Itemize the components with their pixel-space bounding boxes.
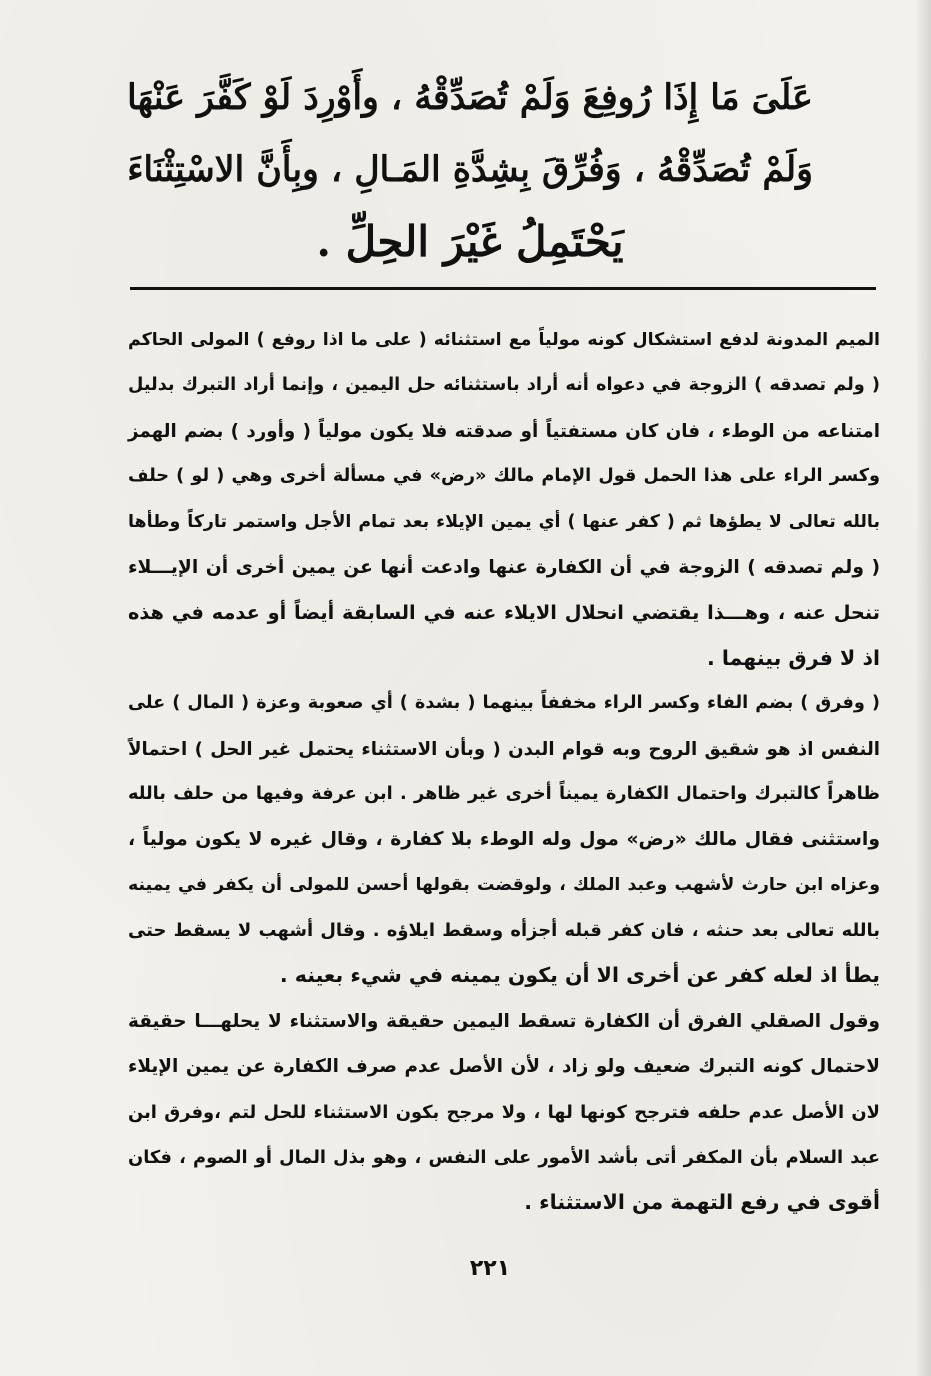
commentary-line: بالله تعالى لا يطؤها ثم ( كفر عنها ) أي يمين الإيلاء بعد تمام الأجل واستمر تاركاً وطأها	[128, 511, 880, 532]
commentary-line: لان الأصل عدم حلفه فترجح كونها لها ، ولا مرجح بكون الاستثناء للحل لتم ،وفرق ابن	[128, 1101, 880, 1123]
commentary-line: الميم المدونة لدفع استشكال كونه مولياً مع استثنائه ( على ما اذا روفع ) المولى الحاكم	[128, 330, 880, 350]
commentary-line: وقول الصقلي الفرق أن الكفارة تسقط اليمين حقيقة والاستثناء لا يحلهـــا حقيقة	[128, 1010, 880, 1032]
commentary-line: ( ولم تصدقه ) الزوجة في دعواه أنه أراد باستثنائه حل اليمين ، وإنما أراد التبرك بدليل	[128, 375, 880, 396]
separator-rule	[130, 287, 876, 290]
commentary-block	[128, 318, 880, 1226]
page-edge-shadow	[917, 0, 931, 1376]
commentary-line: لاحتمال كونه التبرك ضعيف ولو زاد ، لأن الأصل عدم صرف الكفارة عن يمين الإيلاء	[128, 1056, 880, 1078]
main-text-line: وَلَمْ تُصَدِّقْهُ ، وَفُرِّقَ بِشِدَّةِ المَـالِ ، وبِأَنَّ الاسْتِثْنَاءَ	[127, 149, 813, 190]
commentary-line: أقوى في رفع التهمة من الاستثناء .	[524, 1190, 880, 1215]
commentary-line: النفس اذ هو شقيق الروح وبه قوام البدن ( وبأن الاستثناء يحتمل غير الحل ) احتمالاً	[128, 738, 880, 760]
commentary-line: ( وفرق ) بضم الفاء وكسر الراء مخففاً بينهما ( بشدة ) أي صعوبة وعزة ( المال ) على	[128, 693, 880, 714]
commentary-paragraph	[128, 318, 880, 681]
commentary-paragraph	[128, 999, 880, 1226]
commentary-line: تنحل عنه ، وهـــذا يقتضي انحلال الايلاء عنه في السابقة أيضاً أو عدمه في هذه	[128, 601, 880, 625]
commentary-line: وكسر الراء على هذا الحمل قول الإمام مالك «رض» في مسألة أخرى وهي ( لو ) حلف	[128, 466, 880, 487]
commentary-line: وعزاه ابن حارث لأشهب وعبد الملك ، ولوقضت بقولها أحسن للمولى أن يكفر في يمينه	[128, 874, 880, 895]
main-text-block	[120, 62, 820, 278]
commentary-line: بالله تعالى بعد حنثه ، فان كفر قبله أجزأه وسقط ايلاؤه . وقال أشهب لا يسقط حتى	[128, 920, 880, 942]
main-text-line: عَلَىَ مَا إِذَا رُوفِعَ وَلَمْ تُصَدِّقْهُ ، وأَوْرِدَ لَوْ كَفَّرَ عَنْهَا	[127, 77, 813, 118]
commentary-line: يطأ اذ لعله كفر عن أخرى الا أن يكون يمينه في شيء بعينه .	[279, 963, 880, 988]
commentary-line: ظاهراً كالتبرك واحتمال الكفارة يميناً أخرى غير ظاهر . ابن عرفة وفيها من حلف بالله	[128, 783, 880, 804]
commentary-line: واستثنى فقال مالك «رض» مول وله الوطء بلا كفارة ، وقال غيره لا يكون مولياً ،	[128, 829, 880, 851]
commentary-line: اذ لا فرق بينهما .	[706, 645, 880, 670]
page-number: ٢٢١	[469, 1256, 511, 1281]
commentary-line: عبد السلام بأن المكفر أتى بأشد الأمور على النفس ، وهو بذل المال أو الصوم ، فكان	[128, 1147, 880, 1169]
commentary-line: ( ولم تصدقه ) الزوجة في أن الكفارة عنها وادعت أنها عن يمين أخرى أن الإيـــلاء	[128, 556, 880, 578]
commentary-line: امتناعه من الوطء ، فان كان مستفتياً أو صدقته فلا يكون مولياً ( وأورد ) بضم الهمز	[128, 420, 880, 442]
main-text-line: يَحْتَمِلُ غَيْرَ الحِلِّ .	[316, 217, 624, 266]
commentary-paragraph	[128, 681, 880, 999]
